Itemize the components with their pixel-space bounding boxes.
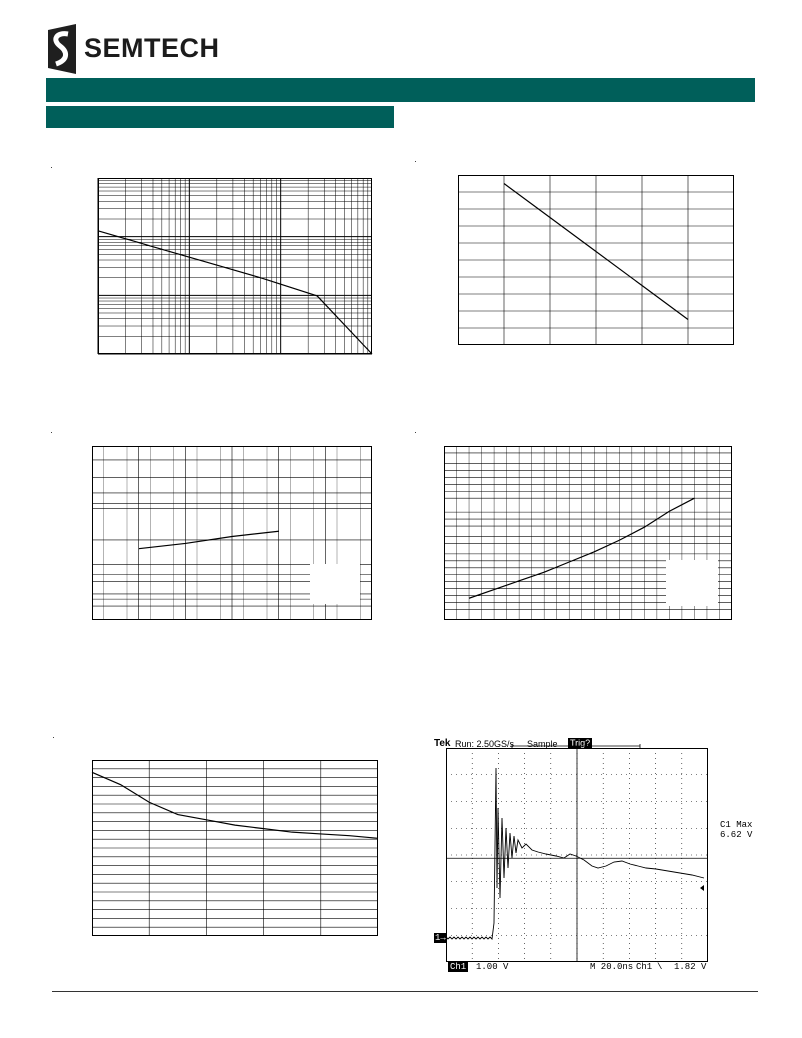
chart-2-linear	[458, 175, 734, 345]
footer-rule	[52, 991, 758, 992]
scope-measure-title: C1 Max	[720, 820, 753, 830]
scope-measure-value: 6.62 V	[720, 830, 753, 840]
scope-trigger-source: Ch1	[636, 962, 653, 972]
fig3-marker: ·	[50, 427, 53, 437]
chart-5-decay	[92, 760, 378, 936]
chart-1-loglog	[98, 178, 372, 354]
scope-timebase: M 20.0ns	[590, 962, 634, 972]
fig5-marker: ·	[52, 732, 55, 742]
scope-trigger-status: Trig?	[570, 738, 591, 748]
scope-trigger-level: 1.82 V	[674, 962, 707, 972]
scope-status: Run: 2.50GS/s	[455, 739, 515, 749]
legend-box	[666, 560, 718, 606]
oscilloscope-display	[446, 748, 708, 962]
series-line	[92, 772, 378, 838]
fig1-marker: ·	[50, 162, 53, 172]
brand-name: SEMTECH	[84, 33, 220, 63]
scope-channel-badge: Ch1	[450, 962, 467, 972]
section-title-band	[46, 106, 394, 128]
header-band	[46, 78, 755, 102]
scope-channel-scale: 1.00 V	[476, 962, 509, 972]
plot-frame	[99, 179, 372, 354]
fig2-marker: ·	[414, 156, 417, 166]
series-line	[98, 231, 372, 354]
legend-box	[310, 564, 360, 604]
scope-waveform	[446, 768, 704, 939]
scope-brand: Tek	[434, 738, 451, 749]
scope-mode: Sample	[527, 739, 558, 749]
semtech-s-logo-icon	[46, 24, 78, 74]
chart-4-semilog	[444, 446, 732, 620]
scope-ground-marker: 1→	[435, 933, 446, 943]
trigger-level-icon	[700, 885, 704, 891]
scope-trigger-slope: \	[657, 962, 663, 972]
chart-3-semilog	[92, 446, 372, 620]
fig4-marker: ·	[414, 427, 417, 437]
